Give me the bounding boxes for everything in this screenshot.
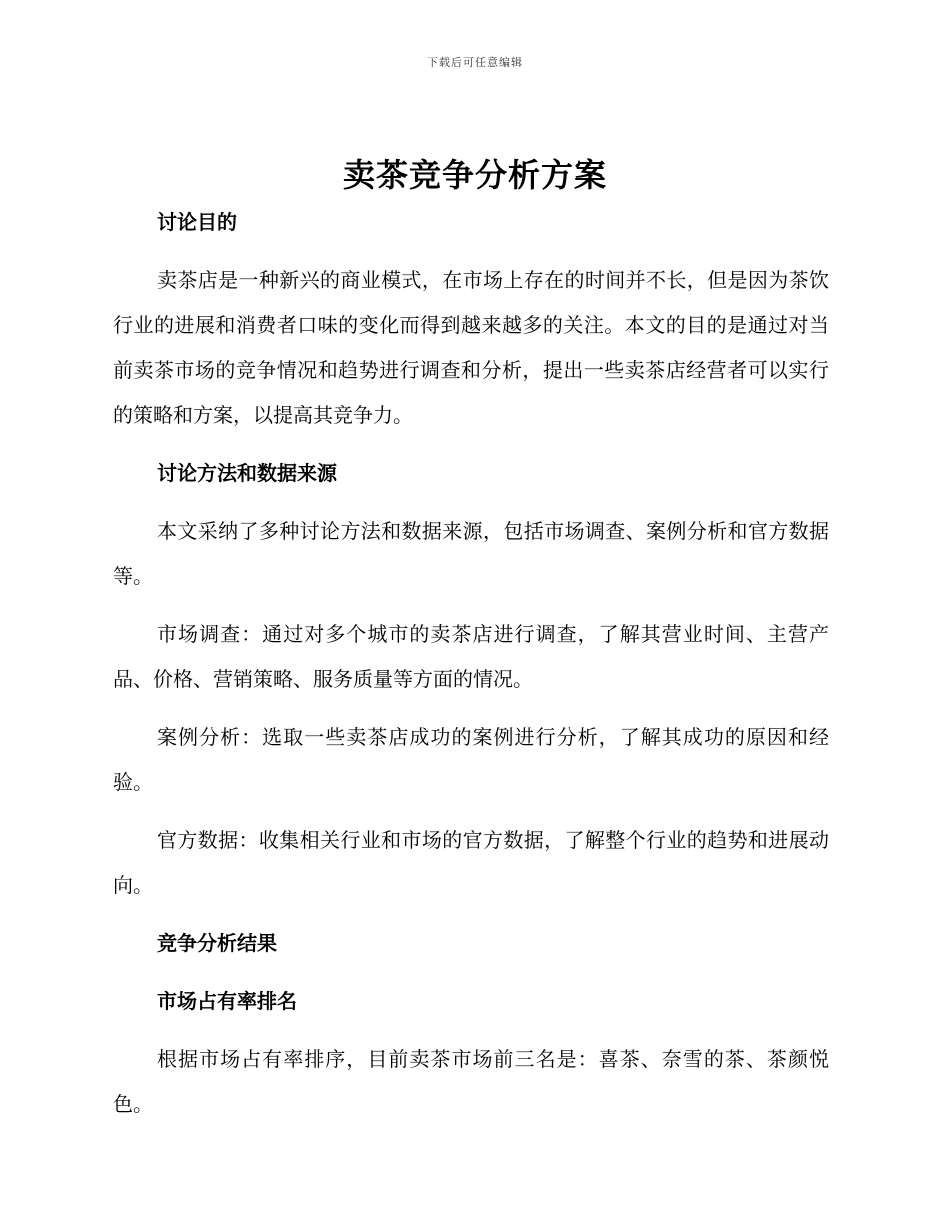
paragraph-survey: 市场调查：通过对多个城市的卖茶店进行调查，了解其营业时间、主营产品、价格、营销策略、服务质量等方面的情况。 — [113, 622, 829, 691]
paragraph-case: 案例分析：选取一些卖茶店成功的案例进行分析，了解其成功的原因和经验。 — [113, 725, 829, 794]
document-body — [113, 200, 829, 1140]
document-title: 卖茶竞争分析方案 — [342, 156, 607, 194]
section-heading-method: 讨论方法和数据来源 — [157, 461, 337, 485]
paragraph-official: 官方数据：收集相关行业和市场的官方数据，了解整个行业的趋势和进展动向。 — [113, 828, 829, 897]
header-note: 下载后可任意编辑 — [427, 56, 523, 69]
paragraph-market-share: 根据市场占有率排序，目前卖茶市场前三名是：喜茶、奈雪的茶、茶颜悦色。 — [113, 1047, 829, 1116]
paragraph-method: 本文采纳了多种讨论方法和数据来源，包括市场调查、案例分析和官方数据等。 — [113, 519, 829, 588]
section-heading-result: 竞争分析结果 — [157, 931, 277, 955]
paragraph-purpose: 卖茶店是一种新兴的商业模式，在市场上存在的时间并不长，但是因为茶饮行业的进展和消费者口味的变化而得到越来越多的关注。本文的目的是通过对当前卖茶市场的竞争情况和趋势进行调查和分析，提出一些卖茶店经营者可以实行的策略和方案，以提高其竞争力。 — [113, 268, 829, 427]
section-heading-purpose: 讨论目的 — [157, 210, 237, 234]
section-heading-market-share: 市场占有率排名 — [157, 989, 297, 1013]
